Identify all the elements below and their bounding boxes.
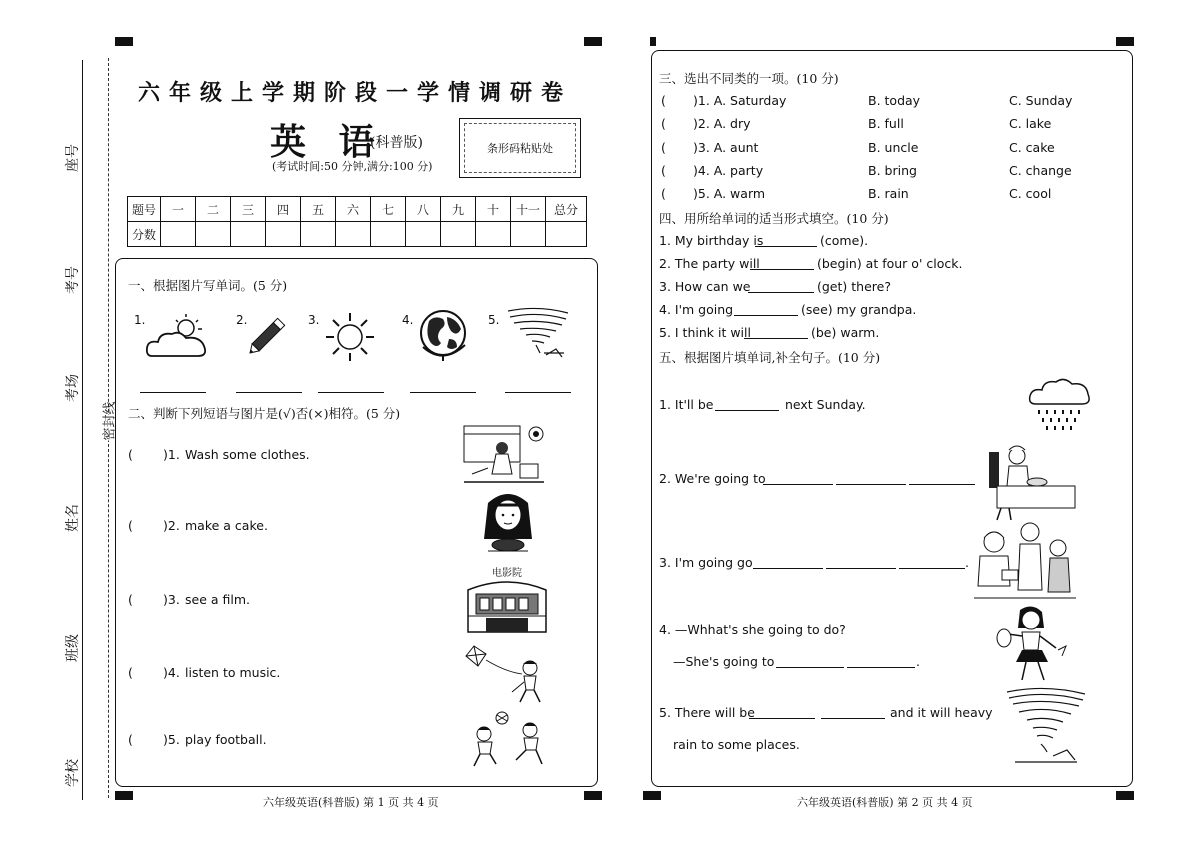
q1-start: 1. It'll be bbox=[659, 397, 714, 412]
cloudy-sun-icon bbox=[144, 312, 210, 360]
score-cell[interactable] bbox=[161, 222, 196, 247]
item-number: )5. bbox=[163, 732, 180, 747]
answer-line[interactable] bbox=[505, 392, 571, 393]
score-table-cell: 十一 bbox=[511, 197, 546, 222]
score-table-cell: 分数 bbox=[128, 222, 161, 247]
answer-line[interactable] bbox=[826, 568, 896, 569]
option-c: C. change bbox=[1009, 163, 1072, 178]
answer-line[interactable] bbox=[715, 410, 779, 411]
rain-cloud-icon bbox=[1028, 376, 1092, 432]
score-cell[interactable] bbox=[196, 222, 231, 247]
answer-line[interactable] bbox=[744, 338, 808, 339]
score-cell[interactable] bbox=[231, 222, 266, 247]
item-number: )1. bbox=[163, 447, 180, 462]
answer-line[interactable] bbox=[410, 392, 476, 393]
q5-continuation: rain to some places. bbox=[673, 737, 800, 752]
answer-line[interactable] bbox=[763, 484, 833, 485]
q3-end: . bbox=[965, 555, 969, 570]
score-table-cell: 十 bbox=[476, 197, 511, 222]
answer-line[interactable] bbox=[748, 292, 814, 293]
answer-paren[interactable]: ( bbox=[128, 518, 133, 533]
answer-line[interactable] bbox=[847, 667, 915, 668]
score-cell[interactable] bbox=[441, 222, 476, 247]
class-label: 班级 bbox=[65, 634, 81, 662]
answer-line[interactable] bbox=[755, 246, 817, 247]
item-text: Wash some clothes. bbox=[185, 447, 310, 462]
option-b: B. today bbox=[868, 93, 921, 108]
sentence-end: (begin) at four o' clock. bbox=[817, 256, 963, 271]
girl-eating-illustration bbox=[478, 489, 538, 555]
globe-icon bbox=[417, 307, 471, 363]
answer-line[interactable] bbox=[753, 568, 823, 569]
registration-mark bbox=[115, 37, 133, 46]
picture-number: 4. bbox=[402, 313, 414, 327]
exam-info: (考试时间:50 分钟,满分:100 分) bbox=[272, 160, 433, 173]
cinema-sign: 电影院 bbox=[492, 568, 522, 579]
score-table-cell: 三 bbox=[231, 197, 266, 222]
option-a: )2. A. dry bbox=[693, 116, 751, 131]
score-table-cell: 九 bbox=[441, 197, 476, 222]
answer-line[interactable] bbox=[909, 484, 975, 485]
answer-paren[interactable]: ( bbox=[128, 447, 133, 462]
answer-paren[interactable]: ( bbox=[661, 186, 666, 201]
sentence-end: (get) there? bbox=[817, 279, 891, 294]
score-cell[interactable] bbox=[336, 222, 371, 247]
answer-paren[interactable]: ( bbox=[128, 732, 133, 747]
registration-mark bbox=[115, 791, 133, 800]
option-c: C. lake bbox=[1009, 116, 1052, 131]
q3-start: 3. I'm going go bbox=[659, 555, 753, 570]
q5-end: and it will heavy bbox=[890, 705, 993, 720]
score-table-cell: 二 bbox=[196, 197, 231, 222]
answer-line[interactable] bbox=[776, 667, 844, 668]
score-table-cell: 五 bbox=[301, 197, 336, 222]
picture-number: 3. bbox=[308, 313, 320, 327]
answer-paren[interactable]: ( bbox=[128, 592, 133, 607]
sentence-start: 5. I think it will bbox=[659, 325, 751, 340]
edition-label: (科普版) bbox=[370, 135, 423, 151]
item-text: play football. bbox=[185, 732, 267, 747]
answer-line[interactable] bbox=[821, 718, 885, 719]
section4-title: 四、用所给单词的适当形式填空。(10 分) bbox=[659, 211, 889, 226]
cinema-illustration bbox=[466, 576, 548, 634]
registration-mark bbox=[643, 791, 661, 800]
score-cell[interactable] bbox=[476, 222, 511, 247]
score-cell[interactable] bbox=[406, 222, 441, 247]
registration-mark bbox=[1116, 791, 1134, 800]
score-table-header-row bbox=[128, 197, 587, 222]
section5-title: 五、根据图片填单词,补全句子。(10 分) bbox=[659, 350, 881, 365]
answer-paren[interactable]: ( bbox=[661, 140, 666, 155]
item-text: make a cake. bbox=[185, 518, 268, 533]
school-label: 学校 bbox=[65, 759, 81, 787]
score-table-cell: 总分 bbox=[546, 197, 587, 222]
seat-number-label: 座号 bbox=[65, 144, 81, 172]
sentence-start: 3. How can we bbox=[659, 279, 751, 294]
score-table-cell: 八 bbox=[406, 197, 441, 222]
flying-kite-illustration bbox=[462, 642, 546, 706]
registration-mark bbox=[584, 37, 602, 46]
answer-line[interactable] bbox=[734, 315, 798, 316]
barcode-label: 条形码粘贴处 bbox=[464, 123, 576, 173]
registration-mark bbox=[584, 791, 602, 800]
option-b: B. rain bbox=[868, 186, 909, 201]
score-table bbox=[127, 196, 587, 247]
option-b: B. bring bbox=[868, 163, 917, 178]
picture-number: 5. bbox=[488, 313, 500, 327]
playing-football-illustration bbox=[470, 708, 548, 770]
answer-line[interactable] bbox=[318, 392, 384, 393]
page1-footer: 六年级英语(科普版) 第 1 页 共 4 页 bbox=[263, 796, 439, 809]
q2-start: 2. We're going to bbox=[659, 471, 766, 486]
score-table-cell: 题号 bbox=[128, 197, 161, 222]
section2-title: 二、判断下列短语与图片是(√)否(×)相符。(5 分) bbox=[128, 406, 401, 421]
option-a: )3. A. aunt bbox=[693, 140, 759, 155]
pencil-icon bbox=[243, 313, 291, 359]
washing-clothes-illustration bbox=[462, 424, 546, 486]
score-cell[interactable] bbox=[301, 222, 336, 247]
answer-line[interactable] bbox=[140, 392, 206, 393]
sentence-end: (come). bbox=[820, 233, 869, 248]
seal-text: 密封线 bbox=[99, 415, 118, 441]
score-table-cell: 一 bbox=[161, 197, 196, 222]
option-a: )1. A. Saturday bbox=[693, 93, 787, 108]
score-cell[interactable] bbox=[546, 222, 587, 247]
sentence-start: 2. The party will bbox=[659, 256, 760, 271]
picture-number: 1. bbox=[134, 313, 146, 327]
sentence-end: (see) my grandpa. bbox=[801, 302, 917, 317]
barcode-area bbox=[459, 118, 581, 178]
visiting-grandparents-illustration bbox=[972, 520, 1078, 602]
tornado-illustration bbox=[1005, 686, 1087, 768]
option-b: B. full bbox=[868, 116, 904, 131]
section1-title: 一、根据图片写单词。(5 分) bbox=[128, 278, 288, 293]
exam-number-label: 考号 bbox=[65, 266, 81, 294]
item-number: )3. bbox=[163, 592, 180, 607]
name-label: 姓名 bbox=[65, 504, 81, 532]
cooking-illustration bbox=[987, 440, 1077, 520]
page-title: 六年级上学期阶段一学情调研卷 bbox=[137, 80, 572, 106]
item-number: )4. bbox=[163, 665, 180, 680]
sentence-end: (be) warm. bbox=[811, 325, 880, 340]
score-cell[interactable] bbox=[266, 222, 301, 247]
answer-line[interactable] bbox=[236, 392, 302, 393]
answer-paren[interactable]: ( bbox=[661, 163, 666, 178]
option-c: C. Sunday bbox=[1009, 93, 1073, 108]
option-a: )5. A. warm bbox=[693, 186, 766, 201]
score-table-score-row bbox=[128, 222, 587, 247]
q1-end: next Sunday. bbox=[785, 397, 866, 412]
score-cell[interactable] bbox=[511, 222, 546, 247]
item-text: see a film. bbox=[185, 592, 250, 607]
score-table-cell: 七 bbox=[371, 197, 406, 222]
sentence-start: 1. My birthday is bbox=[659, 233, 764, 248]
answer-paren[interactable]: ( bbox=[661, 93, 666, 108]
picture-number: 2. bbox=[236, 313, 248, 327]
sidebar-divider bbox=[82, 60, 83, 800]
option-c: C. cool bbox=[1009, 186, 1052, 201]
page2-footer: 六年级英语(科普版) 第 2 页 共 4 页 bbox=[797, 796, 973, 809]
q5-start: 5. There will be bbox=[659, 705, 755, 720]
option-a: )4. A. party bbox=[693, 163, 764, 178]
sun-icon bbox=[322, 311, 378, 363]
score-cell[interactable] bbox=[371, 222, 406, 247]
section3-title: 三、选出不同类的一项。(10 分) bbox=[659, 71, 839, 86]
registration-mark bbox=[650, 37, 656, 46]
girl-badminton-illustration bbox=[996, 604, 1076, 682]
answer-paren[interactable]: ( bbox=[128, 665, 133, 680]
tornado-icon bbox=[504, 305, 572, 361]
q4-question: 4. —Whhat's she going to do? bbox=[659, 622, 846, 637]
q4-start: —She's going to bbox=[673, 654, 775, 669]
subject-title: 英 语 bbox=[270, 121, 385, 163]
score-table-cell: 六 bbox=[336, 197, 371, 222]
exam-room-label: 考场 bbox=[65, 374, 81, 402]
registration-mark bbox=[1116, 37, 1134, 46]
score-table-cell: 四 bbox=[266, 197, 301, 222]
option-b: B. uncle bbox=[868, 140, 919, 155]
item-number: )2. bbox=[163, 518, 180, 533]
q4-end: . bbox=[916, 654, 920, 669]
answer-line[interactable] bbox=[749, 718, 815, 719]
answer-line[interactable] bbox=[836, 484, 906, 485]
answer-line[interactable] bbox=[750, 269, 814, 270]
sentence-start: 4. I'm going bbox=[659, 302, 734, 317]
answer-line[interactable] bbox=[899, 568, 965, 569]
item-text: listen to music. bbox=[185, 665, 281, 680]
answer-paren[interactable]: ( bbox=[661, 116, 666, 131]
option-c: C. cake bbox=[1009, 140, 1055, 155]
